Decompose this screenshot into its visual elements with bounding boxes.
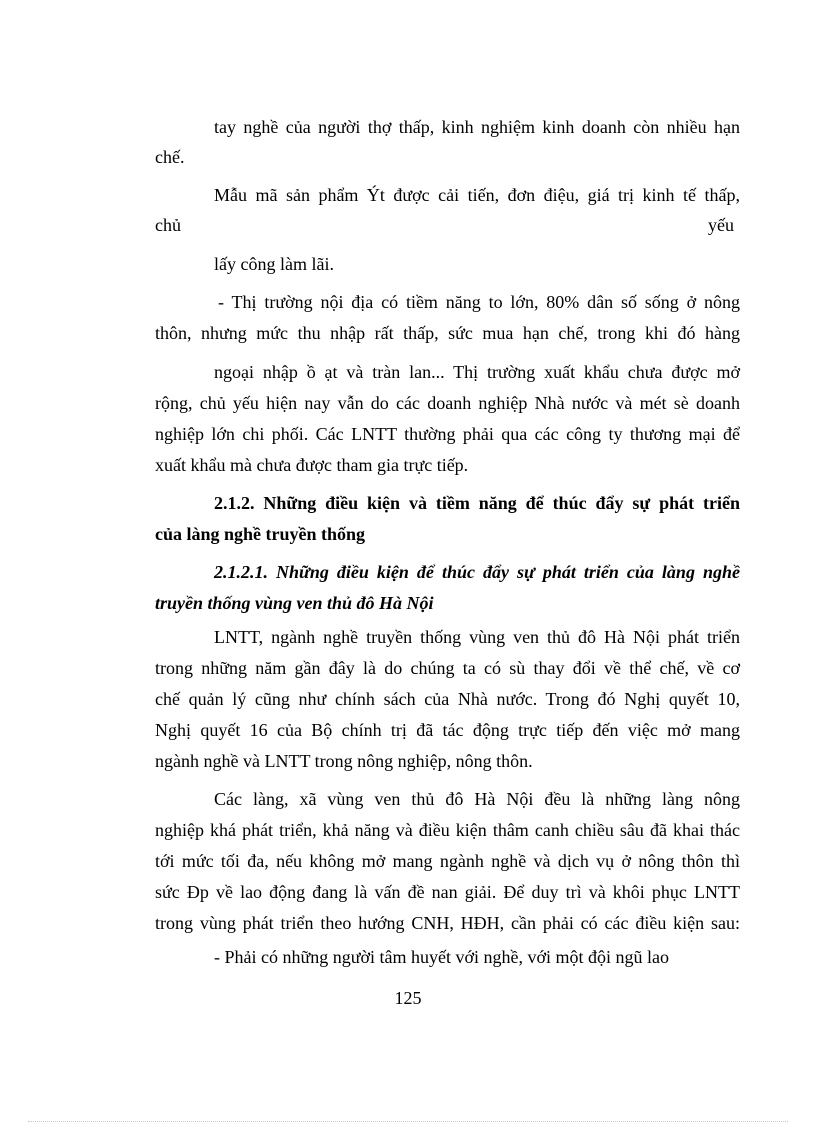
body-line: tới mức tối đa, nếu không mở mang ngành nghề và dịch vụ ở nông thôn thì	[155, 851, 740, 871]
body-line: - Phải có những người tâm huyết với nghề, với một đội ngũ lao	[214, 947, 670, 967]
subsection-heading: truyền thống vùng ven thủ đô Hà Nội	[155, 593, 434, 613]
page-bottom-divider	[28, 1121, 788, 1122]
body-line: lấy công làm lãi.	[214, 254, 334, 274]
body-line: tay nghề của người thợ thấp, kinh nghiệm kinh doanh còn nhiều hạn	[214, 117, 740, 137]
body-line: Nghị quyết 16 của Bộ chính trị đã tác động trực tiếp đến việc mở mang	[155, 720, 740, 740]
body-line: chế quản lý cũng như chính sách của Nhà nước. Trong đó Nghị quyết 10,	[155, 689, 740, 709]
body-line: trong vùng phát triển theo hướng CNH, HĐH, cần phải có các điều kiện sau:	[155, 913, 740, 933]
section-heading: 2.1.2. Những điều kiện và tiềm năng để thúc đẩy sự phát triển	[214, 493, 740, 513]
body-line: nghiệp khá phát triển, khả năng và điều kiện thâm canh chiều sâu đã khai thác	[155, 820, 740, 840]
body-line: sức Ðp về lao động đang là vấn đề nan giải. Để duy trì và khôi phục LNTT	[155, 882, 740, 902]
body-line: Mẫu mã sản phẩm Ýt được cải tiến, đơn điệu, giá trị kinh tế thấp,	[214, 185, 740, 205]
body-line: ngoại nhập ồ ạt và tràn lan... Thị trường xuất khẩu chưa được mở	[214, 362, 740, 382]
body-line: rộng, chủ yếu hiện nay vẫn do các doanh nghiệp Nhà nước và mét sè doanh	[155, 393, 740, 413]
body-line: Các làng, xã vùng ven thủ đô Hà Nội đều là những làng nông	[214, 789, 740, 809]
page-number: 125	[394, 988, 422, 1008]
body-line: chủ	[155, 215, 181, 235]
body-line: yếu	[708, 215, 734, 235]
body-line: thôn, nhưng mức thu nhập rất thấp, sức mua hạn chế, trong khi đó hàng	[155, 323, 740, 343]
body-line: ngành nghề và LNTT trong nông nghiệp, nông thôn.	[155, 751, 533, 771]
section-heading: của làng nghề truyền thống	[155, 524, 366, 544]
body-line: nghiệp lớn chi phối. Các LNTT thường phải qua các công ty thương mại để	[155, 424, 740, 444]
subsection-heading: 2.1.2.1. Những điều kiện để thúc đẩy sự phát triển của làng nghề	[214, 562, 740, 582]
body-line: trong những năm gần đây là do chúng ta có sù thay đổi về thể chế, về cơ	[155, 658, 740, 678]
body-line: - Thị trường nội địa có tiềm năng to lớn, 80% dân số sống ở nông	[218, 292, 740, 312]
body-line: chế.	[155, 147, 185, 167]
body-line: LNTT, ngành nghề truyền thống vùng ven thủ đô Hà Nội phát triển	[214, 627, 740, 647]
body-line: xuất khẩu mà chưa được tham gia trực tiếp.	[155, 455, 469, 475]
